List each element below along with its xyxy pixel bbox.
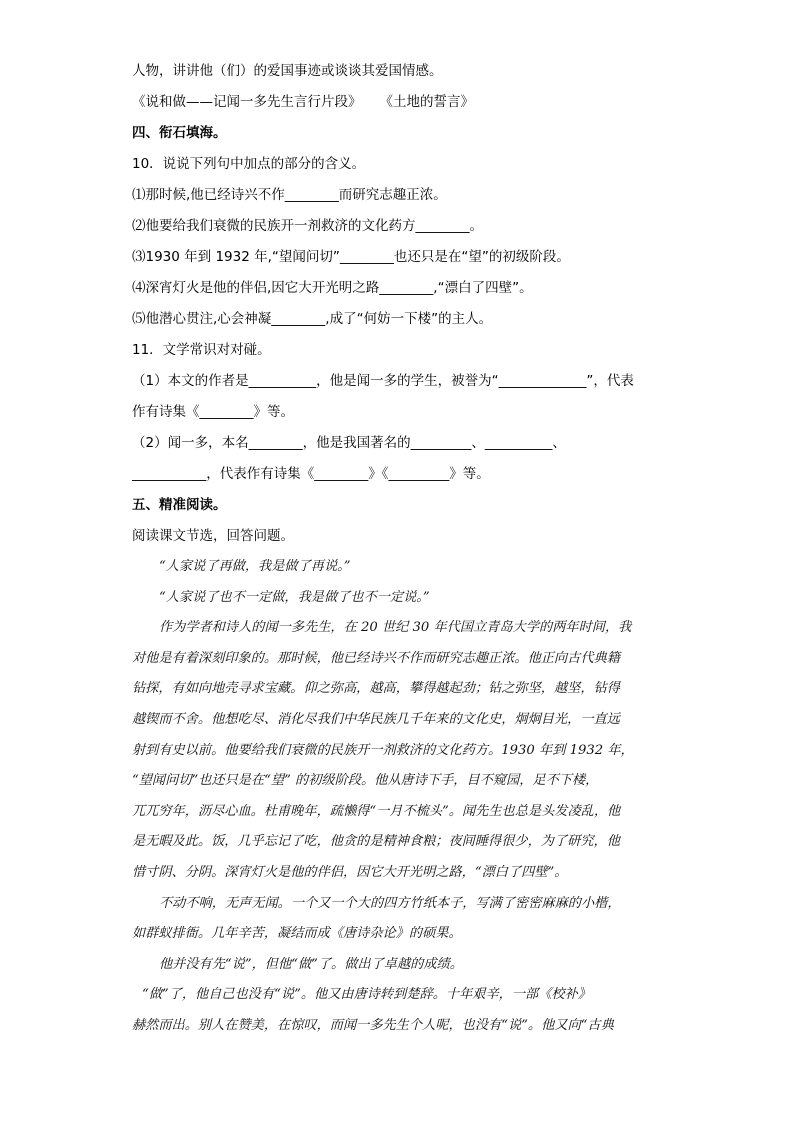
passage-line: 如群蚁排衙。几年辛苦，凝结而成《唐诗杂论》的硕果。	[132, 926, 462, 942]
question-10-item: ⑷深宵灯火是他的伴侣,因它大开光明之路________,“漂白了四壁”。	[132, 280, 533, 296]
question-10-item: ⑶1930 年到 1932 年,“望闻问切”________也还只是在“望”的初级阶段。	[132, 249, 570, 265]
passage-line: “望闻问切”也还只是在“望” 的初级阶段。他从唐诗下手，目不窥园，足不下楼，	[132, 773, 599, 789]
passage-line: 不动不响，无声无闻。一个又一个大的四方竹纸本子，写满了密密麻麻的小楷，	[159, 895, 621, 911]
passage-line: 钻探，有如向地壳寻求宝藏。仰之弥高，越高，攀得越起劲；钻之弥坚，越坚，钻得	[132, 681, 620, 697]
question-10-item: ⑴那时候,他已经诗兴不作________而研究志趣正浓。	[132, 187, 447, 203]
passage-line: 他并没有先“说”，但他“做”了。做出了卓越的成绩。	[159, 956, 463, 972]
section-heading-4: 四、衔石填海。	[132, 125, 227, 141]
question-11-item: （1）本文的作者是__________，他是闻一多的学生，被誉为“_____________”，代表	[132, 373, 634, 389]
passage-line: “人家说了也不一定做，我是做了也不一定说。”	[159, 589, 430, 605]
question-11-item: （2）闻一多，本名________，他是我国著名的_________、__________、	[132, 435, 566, 451]
section-heading-5: 五、精准阅读。	[132, 497, 227, 513]
passage-line: 是无暇及此。饭，几乎忘记了吃，他贪的是精神食粮；夜间睡得很少，为了研究，他	[132, 834, 620, 850]
passage-line: 惜寸阴、分阴。深宵灯火是他的伴侣，因它大开光明之路，“漂白了四壁”。	[132, 864, 568, 880]
passage-line: 作为学者和诗人的闻一多先生，在 20 世纪 30 年代国立青岛大学的两年时间，我	[159, 620, 632, 636]
question-11-item: 作有诗集《________》等。	[132, 404, 294, 420]
question-10-item: ⑸他潜心贯注,心会神凝________,成了“何妨一下楼”的主人。	[132, 311, 493, 327]
text-line: 人物，讲讲他（们）的爱国事迹或谈谈其爱国情感。	[132, 63, 443, 79]
question-10: 10．说说下列句中加点的部分的含义。	[132, 156, 366, 172]
book-titles-line	[132, 87, 662, 118]
passage-line: 对他是有着深刻印象的。那时候，他已经诗兴不作而研究志趣正浓。他正向古代典籍	[132, 650, 620, 666]
passage-line: 赫然而出。别人在赞美，在惊叹，而闻一多先生个人呢，也没有“说”。他又向“古典	[132, 1017, 614, 1033]
reading-passage	[132, 552, 662, 1042]
question-11-item: ___________，代表作有诗集《________》《_________》等。	[132, 466, 490, 482]
question-11: 11．文学常识对对碰。	[132, 342, 271, 358]
passage-line: “人家说了再做，我是做了再说。”	[159, 559, 351, 574]
reading-intro: 阅读课文节选，回答问题。	[132, 528, 294, 544]
book-title: 《土地的誓言》	[379, 94, 474, 110]
document-content	[132, 56, 662, 1042]
passage-line: 兀兀穷年，沥尽心血。杜甫晚年，疏懒得“一月不梳头”。闻先生也总是头发凌乱，他	[132, 803, 621, 819]
passage-line: “做”了，他自己也没有“说”。他又由唐诗转到楚辞。十年艰辛，一部《校补》	[142, 987, 591, 1003]
book-title: 《说和做——记闻一多先生言行片段》	[132, 94, 362, 110]
question-10-item: ⑵他要给我们衰微的民族开一剂救济的文化药方________。	[132, 218, 483, 234]
passage-line: 越锲而不舍。他想吃尽、消化尽我们中华民族几千年来的文化史，炯炯目光，一直远	[132, 711, 620, 727]
passage-line: 射到有史以前。他要给我们衰微的民族开一剂救济的文化药方。1930 年到 1932 年，	[132, 742, 634, 758]
